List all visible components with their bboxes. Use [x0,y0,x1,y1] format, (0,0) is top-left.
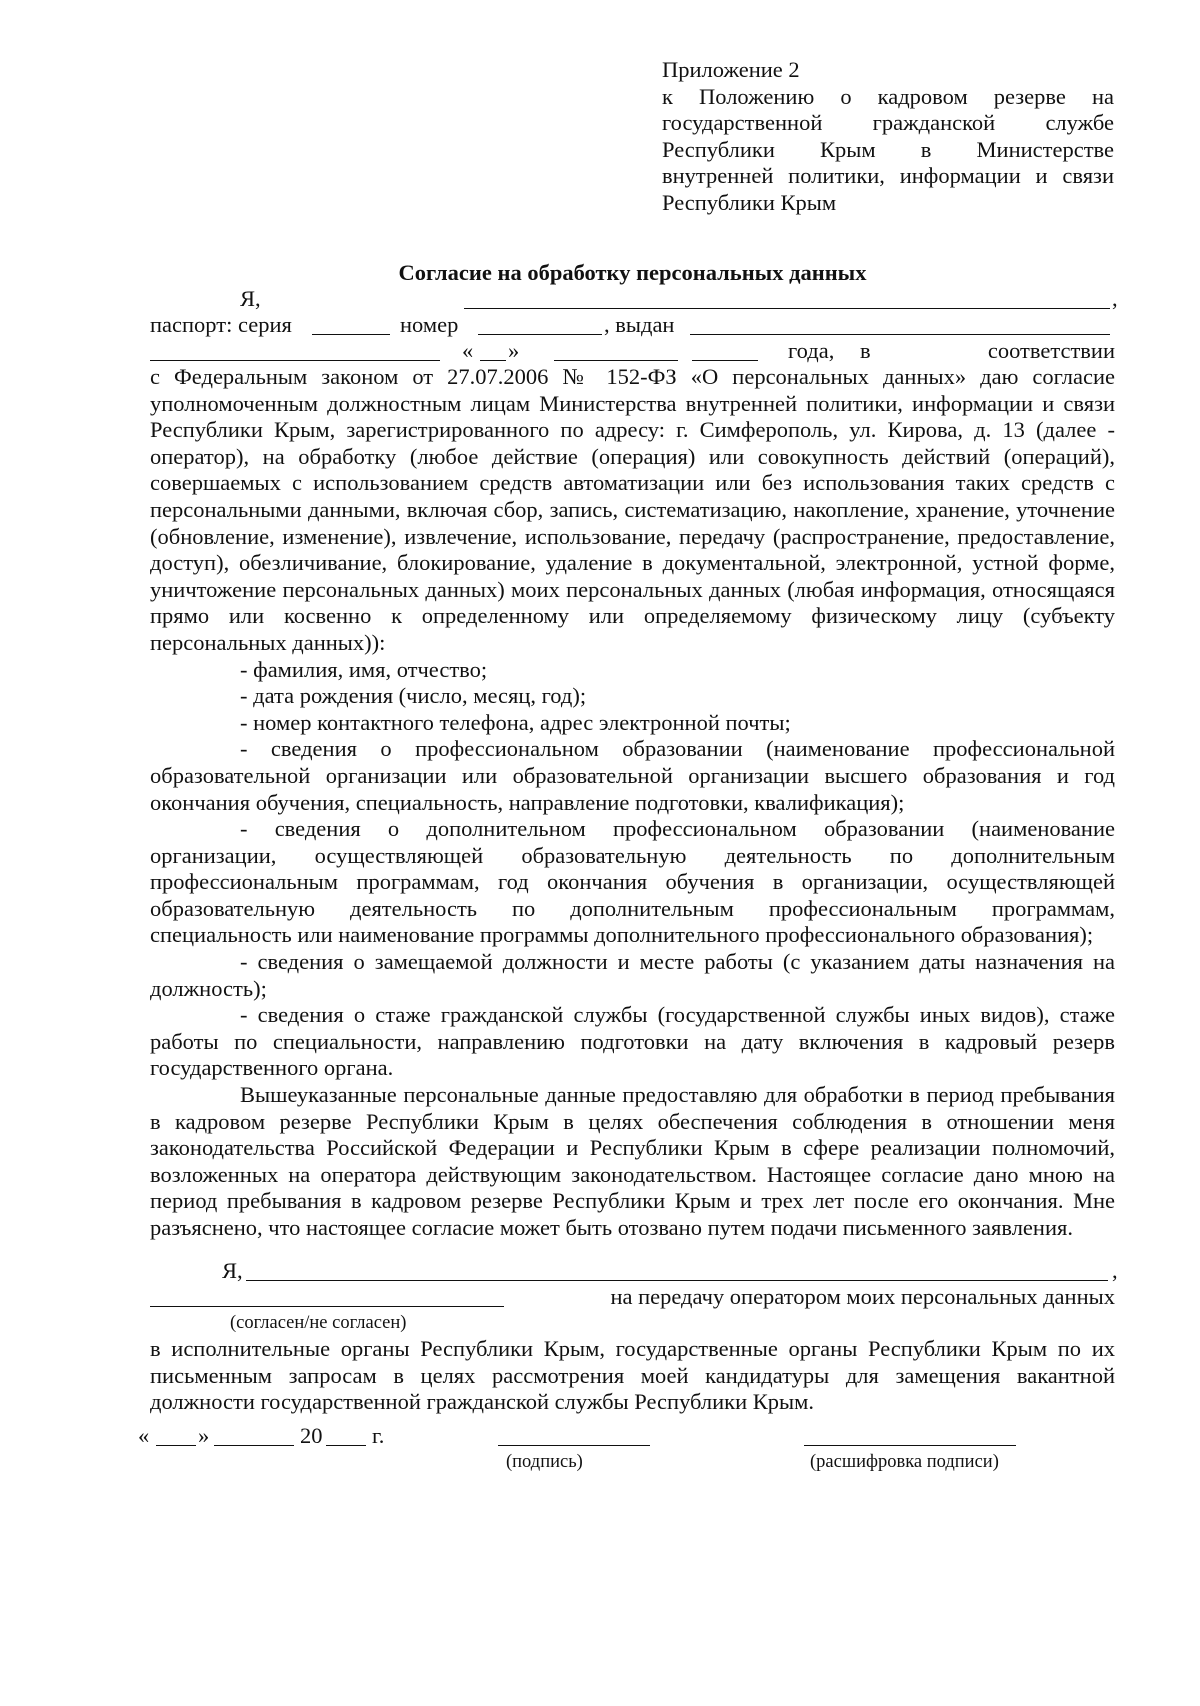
agree-hint: (согласен/не согласен) [230,1313,407,1333]
transfer-text: на передачу оператором моих персональных данных [610,1284,1115,1309]
appendix-line: Приложение 2 [662,57,800,82]
signature-field[interactable] [498,1425,650,1446]
issued-label: , выдан [604,312,675,337]
signature-decode-label: (расшифровка подписи) [810,1452,999,1472]
issued-by-field[interactable] [690,314,1110,335]
passport-series-label: паспорт: серия [150,312,292,337]
sign-month-field[interactable] [214,1425,294,1446]
issue-date-row [150,338,1115,365]
comma: , [1112,1258,1118,1283]
transfer-paragraph-block [150,1336,1115,1416]
list-item: - сведения о дополнительном профессиональном образовании (наименование организации, осуществляющей образовательную деятельность по дополнительным профессиональным программам, год окончания обучения в организации, осуществляющей образовательную деятельность по дополнительным профессиональным программам, специальность или наименование программы дополнительного профессионального образования); [150,816,1115,948]
appendix-line: к Положению о кадровом резерве на [662,83,1114,109]
consent-body [150,364,1115,1242]
passport-number-label: номер [400,312,459,337]
issued-by-continuation-field[interactable] [150,340,440,361]
agree-disagree-field[interactable] [150,1286,504,1307]
in-word: в [860,338,871,363]
ya-label: Я, [240,286,261,311]
quote-close: » [508,338,520,363]
passport-row [150,312,1115,339]
full-name-field[interactable] [464,288,1110,309]
appendix-header [662,57,1114,217]
quote-close: » [198,1423,210,1448]
list-item: - сведения о замещаемой должности и месте работы (с указанием даты назначения на должность); [150,949,1115,1001]
second-name-row [150,1258,1118,1285]
year-word: года, [788,338,835,363]
appendix-line: внутренней политики, информации и связи [662,163,1114,189]
appendix-line: государственной гражданской службе [662,110,1114,136]
second-full-name-field[interactable] [246,1260,1108,1281]
consent-document [138,0,1118,1706]
year-prefix: 20 [300,1423,323,1448]
issue-month-field[interactable] [554,340,678,361]
issue-year-field[interactable] [692,340,758,361]
sign-year-field[interactable] [326,1425,366,1446]
list-item: - фамилия, имя, отчество; [240,656,488,682]
list-item: - сведения о стаже гражданской службы (государственной службы иных видов), стаже работы по специальности, направлению подготовки на дату включения в кадровый резерв государственного органа. [150,1002,1115,1081]
year-suffix: г. [372,1423,385,1448]
passport-number-field[interactable] [478,314,602,335]
signature-row [138,1423,1115,1450]
list-item: - номер контактного телефона, адрес электронной почты; [240,709,791,735]
quote-open: « [462,338,474,363]
list-item: - дата рождения (число, месяц, год); [240,683,587,709]
ya-label: Я, [222,1258,243,1283]
passport-series-field[interactable] [312,314,390,335]
appendix-line: Республики Крым [662,189,837,215]
accordance-word: соответствии [987,338,1115,363]
sign-day-field[interactable] [156,1425,196,1446]
appendix-line: Республики Крым в Министерстве [662,136,1114,162]
name-row [150,286,1118,313]
document-title: Согласие на обработку персональных данных [398,260,867,285]
issue-day-field[interactable] [480,340,506,361]
comma: , [1112,286,1118,311]
quote-open: « [138,1423,150,1448]
signature-label: (подпись) [506,1452,583,1472]
list-item: - сведения о профессиональном образовании (наименование профессиональной образовательной организации или образовательной организации высшего образования и год окончания обучения, специальность, направление подготовки, квалификация); [150,736,1115,815]
signature-decode-field[interactable] [804,1425,1016,1446]
purpose-paragraph: Вышеуказанные персональные данные предоставляю для обработки в период пребывания в кадровом резерве Республики Крым в целях обеспечения соблюдения в отношении меня законодательства Российской Федерации и Республики Крым в сфере реализации полномочий, возложенных на оператора действующим законодательством. Настоящее согласие дано мною на период пребывания в кадровом резерве Республики Крым и трех лет после его окончания. Мне разъяснено, что настоящее согласие может быть отозвано путем подачи письменного заявления. [150,1082,1115,1240]
main-paragraph: с Федеральным законом от 27.07.2006 № 152-ФЗ «О персональных данных» даю согласие уполномоченным должностным лицам Министерства внутренней политики, информации и связи Республики Крым, зарегистрированного по адресу: г. Симферополь, ул. Кирова, д. 13 (далее - оператор), на обработку (любое действие (операция) или совокупность действий (операций), совершаемых с использованием средств автоматизации или без использования таких средств с персональными данными, включая сбор, запись, систематизацию, накопление, хранение, уточнение (обновление, изменение), извлечение, использование, передачу (распространение, предоставление, доступ), обезличивание, блокирование, удаление в документальной, электронной, устной форме, уничтожение персональных данных) моих персональных данных (любая информация, относящаяся прямо или косвенно к определенному или определяемому физическому лицу (субъекту персональных данных)): [150,364,1115,655]
transfer-row [150,1284,1115,1311]
transfer-paragraph: в исполнительные органы Республики Крым, государственные органы Республики Крым по их письменным запросам в целях рассмотрения моей кандидатуры для замещения вакантной должности государственной гражданской службы Республики Крым. [150,1336,1115,1415]
